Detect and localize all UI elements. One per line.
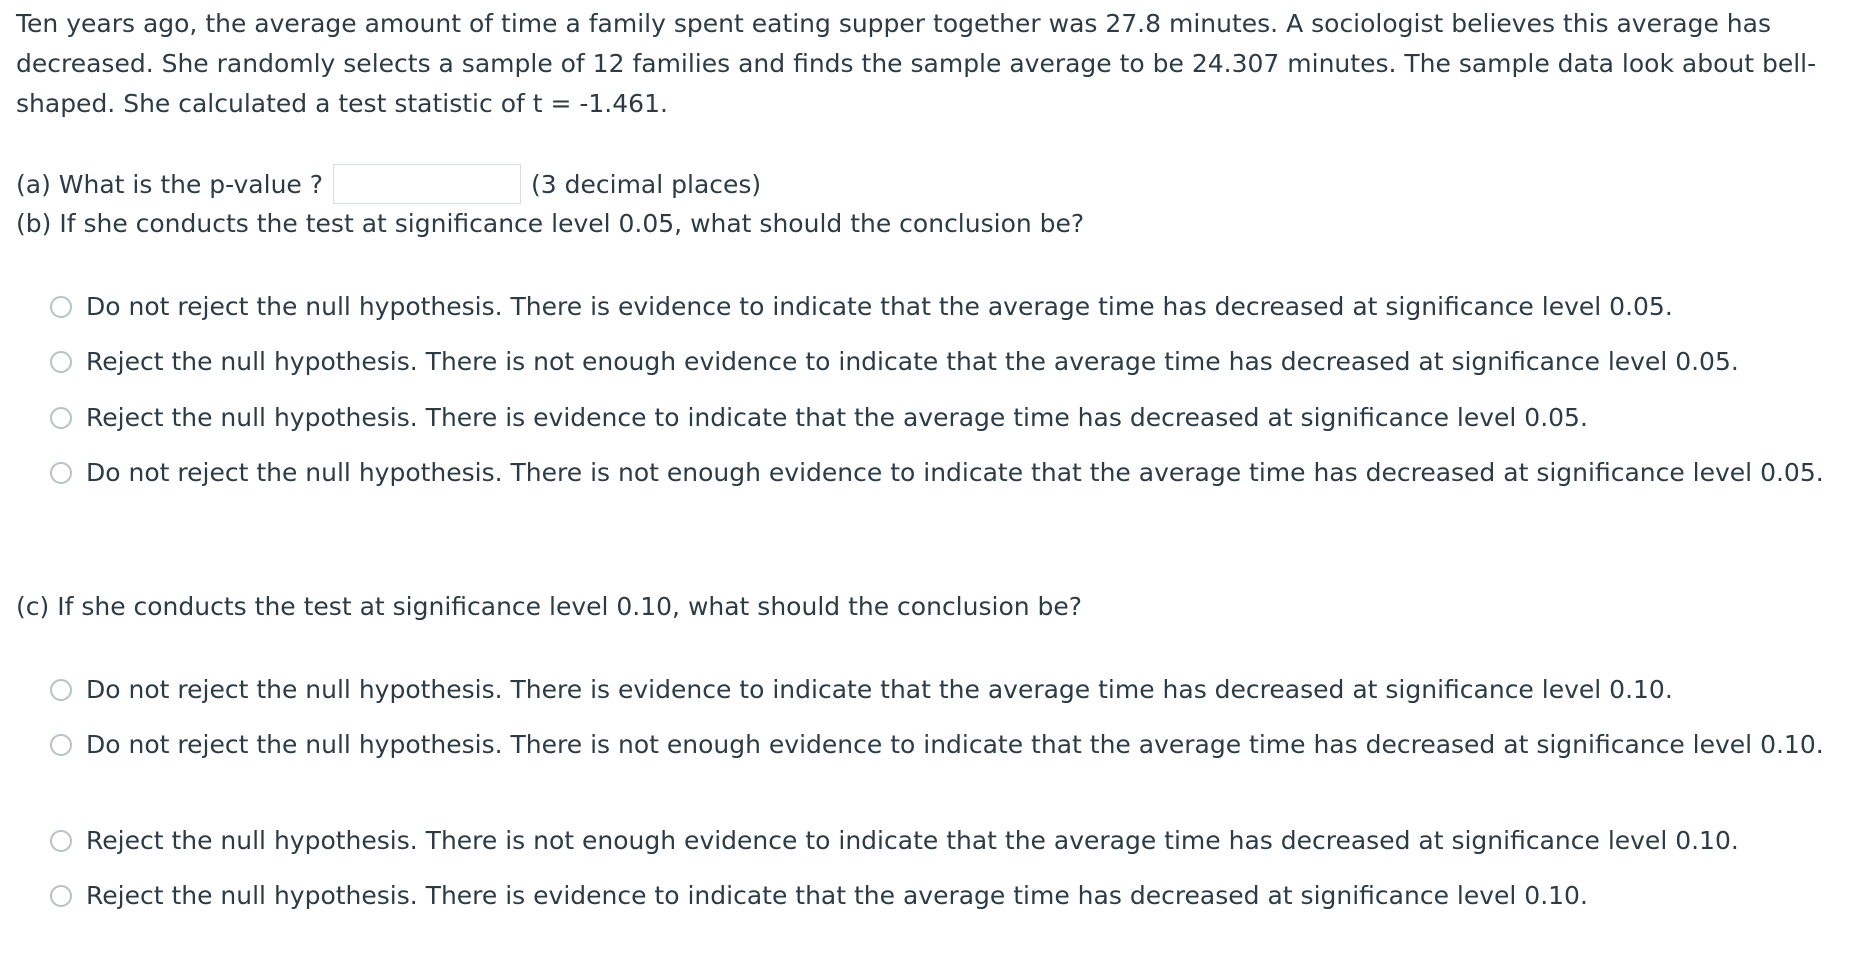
option-label: Reject the null hypothesis. There is not enough evidence to indicate that the average time has decreased at significance level 0.05. xyxy=(86,347,1739,376)
part-b-option-3[interactable] xyxy=(50,398,1840,438)
option-label: Do not reject the null hypothesis. There is not enough evidence to indicate that the average time has decreased at significance level 0.05. xyxy=(86,458,1824,487)
part-a-row xyxy=(16,162,761,206)
part-c-option-3[interactable] xyxy=(50,821,1840,861)
p-value-input[interactable] xyxy=(333,164,521,204)
part-c-question: (c) If she conducts the test at significance level 0.10, what should the conclusion be? xyxy=(16,592,1083,621)
radio-button[interactable] xyxy=(50,830,72,852)
radio-button[interactable] xyxy=(50,296,72,318)
radio-button[interactable] xyxy=(50,407,72,429)
radio-button[interactable] xyxy=(50,679,72,701)
option-label: Do not reject the null hypothesis. There is evidence to indicate that the average time has decreased at significance level 0.10. xyxy=(86,675,1673,704)
part-b-option-1[interactable] xyxy=(50,287,1840,327)
part-a-label: (a) What is the p-value ? xyxy=(16,169,324,199)
option-label: Reject the null hypothesis. There is not enough evidence to indicate that the average time has decreased at significance level 0.10. xyxy=(86,826,1739,855)
part-b-question: (b) If she conducts the test at significance level 0.05, what should the conclusion be? xyxy=(16,209,1085,238)
part-b-option-4[interactable] xyxy=(50,453,1840,493)
part-c-option-4[interactable] xyxy=(50,876,1840,916)
problem-statement: Ten years ago, the average amount of time a family spent eating supper together was 27.8 minutes. A sociologist believes this average has decreased. She randomly selects a sample of 12 families and finds the sample average to be 24.307 minutes. The sample data look about bell-shaped. She calculated a test statistic of t = -1.461. xyxy=(16,9,1817,118)
part-c-option-1[interactable] xyxy=(50,670,1840,710)
part-c-option-2[interactable] xyxy=(50,725,1840,765)
radio-button[interactable] xyxy=(50,462,72,484)
radio-button[interactable] xyxy=(50,734,72,756)
option-label: Reject the null hypothesis. There is evidence to indicate that the average time has decreased at significance level 0.05. xyxy=(86,403,1588,432)
option-label: Do not reject the null hypothesis. There is not enough evidence to indicate that the average time has decreased at significance level 0.10. xyxy=(86,730,1824,759)
radio-button[interactable] xyxy=(50,885,72,907)
option-label: Do not reject the null hypothesis. There is evidence to indicate that the average time has decreased at significance level 0.05. xyxy=(86,292,1673,321)
part-a-hint: (3 decimal places) xyxy=(531,169,762,199)
radio-button[interactable] xyxy=(50,351,72,373)
part-b-option-2[interactable] xyxy=(50,342,1840,382)
option-label: Reject the null hypothesis. There is evidence to indicate that the average time has decreased at significance level 0.10. xyxy=(86,881,1588,910)
